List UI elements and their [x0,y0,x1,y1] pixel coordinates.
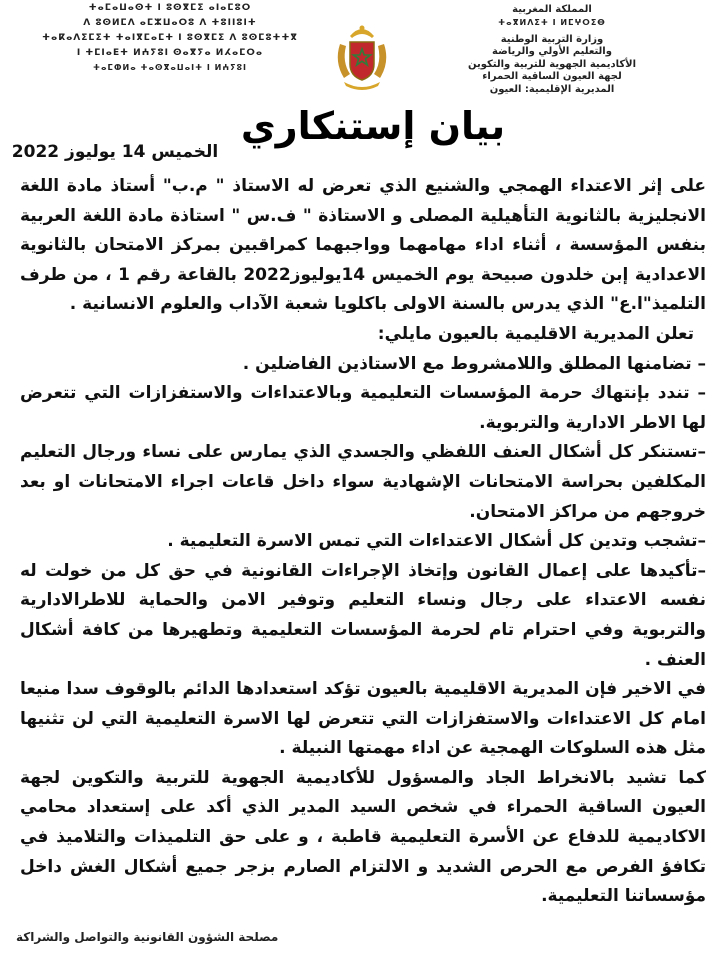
header-ar-line-4: لجهة العيون الساقية الحمراء [482,71,622,82]
paragraph-announcement: تعلن المديرية الاقليمية بالعيون مايلي: [377,323,694,344]
paragraph-legal-action: –تأكيدها على إعمال القانون وإتخاذ الإجراءات القانونية في حق كل من خولت له نفسه الاعتداء على رجال ونساء التعليم وتوفير الامن والحماية للاطرالادارية والتربوية وفي احترام تام لحرمة المؤسسات التعليمية وتطهيرها من كافة أشكال العنف . [20,560,706,670]
paragraph-praise-academy: كما تشيد بالانخراط الجاد والمسؤول للأكاديمية الجهوية للتربية والتكوين لجهة العيون الساقية الحمراء في شخص السيد المدير الذي أكد على إستعداد محامي الاكاديمية للدفاع عن الأسرة التعليمية قاطبة ، و على حق التلميذات والتلاميذ في تكافؤ الفرص مع الحرص الشديد و الالتزام الصارم بزجر جميع أشكال الغش داخل مؤسساتنا التعليمية. [20,767,706,907]
paragraph-denounce: –تشجب وتدين كل أشكال الاعتداءات التي تمس الاسرة التعليمية . [167,531,706,552]
header-ar-line-3: الأكاديمية الجهوية للتربية والتكوين [467,58,637,70]
header-ar-line-1: وزارة التربية الوطنية [500,33,604,45]
document-body [20,172,706,912]
paragraph-intro: على إثر الاعتداء الهمجي والشنيع الذي تعرض له الاستاذ " م.ب" أستاذ مادة اللغة الانجليزية بالثانوية التأهيلية المصلى و الاستاذة " ف.س " استاذة مادة اللغة العربية بنفس المؤسسة ، أثناء اداء مهامهما وواجبهما كمراقبين بمركز الامتحان بالثانوية الاعدادية إبن خلدون صبيحة يوم الخميس 14يوليوز2022 بالقاعة رقم 1 ، من طرف التلميذ"ا.ع" الذي يدرس بالسنة الاولى باكلويا شعبة الآداب والعلوم الانسانية . [20,176,707,315]
header-ar-line-2: والتعليم الأولي والرياضة [492,46,612,57]
header-arabic [392,4,712,96]
header-kingdom-tz: ⵜⴰⴳⵍⴷⵉⵜ ⵏ ⵍⵎⵖⵔⵉⴱ [498,17,606,27]
header-tz-line-2: ⴷ ⵓⵙⵍⵎⴷ ⴰⵎⵣⵡⴰⵔⵓ ⴷ ⵜⵓⵏⵏⵓⵏⵜ [83,18,257,28]
header-tifinagh [20,4,320,72]
paragraph-condemn-violence: –تستنكر كل أشكال العنف اللفظي والجسدي الذي يمارس على نساء ورجال التعليم المكلفين بحراسة الامتحانات الإشهادية سواء داخل قاعات اجراء الامتحانات او بعد خروجهم من مراكز الامتحان. [20,442,706,522]
footer-signature: مصلحة الشؤون القانونية والتواصل والشراكة [16,930,279,944]
header-tz-line-4: ⵏ ⵜⵎⵏⴰⴹⵜ ⵍⵄⵢⵓⵏ ⵙⴰⴳⵢⴰ ⵍⵃⴰⵎⵔⴰ [76,48,264,58]
paragraph-conclusion: في الاخير فإن المديرية الاقليمية بالعيون تؤكد استعدادها الدائم بالوقوف سدا منيعا امام كل الاعتداءات والاستفزازات التي تتعرض لها الاسرة التعليمية التي لن تثنيها مثل هذه السلوكات الهمجية عن اداء مهمتها النبيلة . [20,679,706,759]
header-kingdom-ar: المملكة المغربية [512,4,592,15]
royal-emblem-icon [330,22,394,94]
document-title: بيان إستنكاري [240,104,506,148]
paragraph-solidarity: – تضامنها المطلق واللامشروط مع الاستاذين الفاضلين . [242,353,706,374]
header-tz-line-5: ⵜⴰⵎⵀⵍⴰ ⵜⴰⵙⴳⴰⵡⴰⵏⵜ ⵏ ⵍⵄⵢⵓⵏ [92,63,248,72]
header-tz-line-3: ⵜⴰⴽⴰⴷⵉⵎⵉⵜ ⵜⴰⵏⴳⵎⴰⵎⵜ ⵏ ⵓⵙⴳⵎⵉ ⴷ ⵓⵙⵎⵓⵜⵜⴳ [42,33,298,43]
paragraph-condemn-violation: – تندد بإنتهاك حرمة المؤسسات التعليمية وبالاعتداءات والاستفزازات التي تتعرض لها الاطر الادارية والتربوية. [20,383,706,433]
header-ar-line-5: المديرية الإقليمية: العيون [489,83,615,95]
document-date: الخميس 14 يوليوز 2022 [11,142,219,162]
header-tz-line-1: ⵜⴰⵎⴰⵡⴰⵙⵜ ⵏ ⵓⵙⴳⵎⵉ ⴰⵏⴰⵎⵓⵔ [88,3,252,13]
